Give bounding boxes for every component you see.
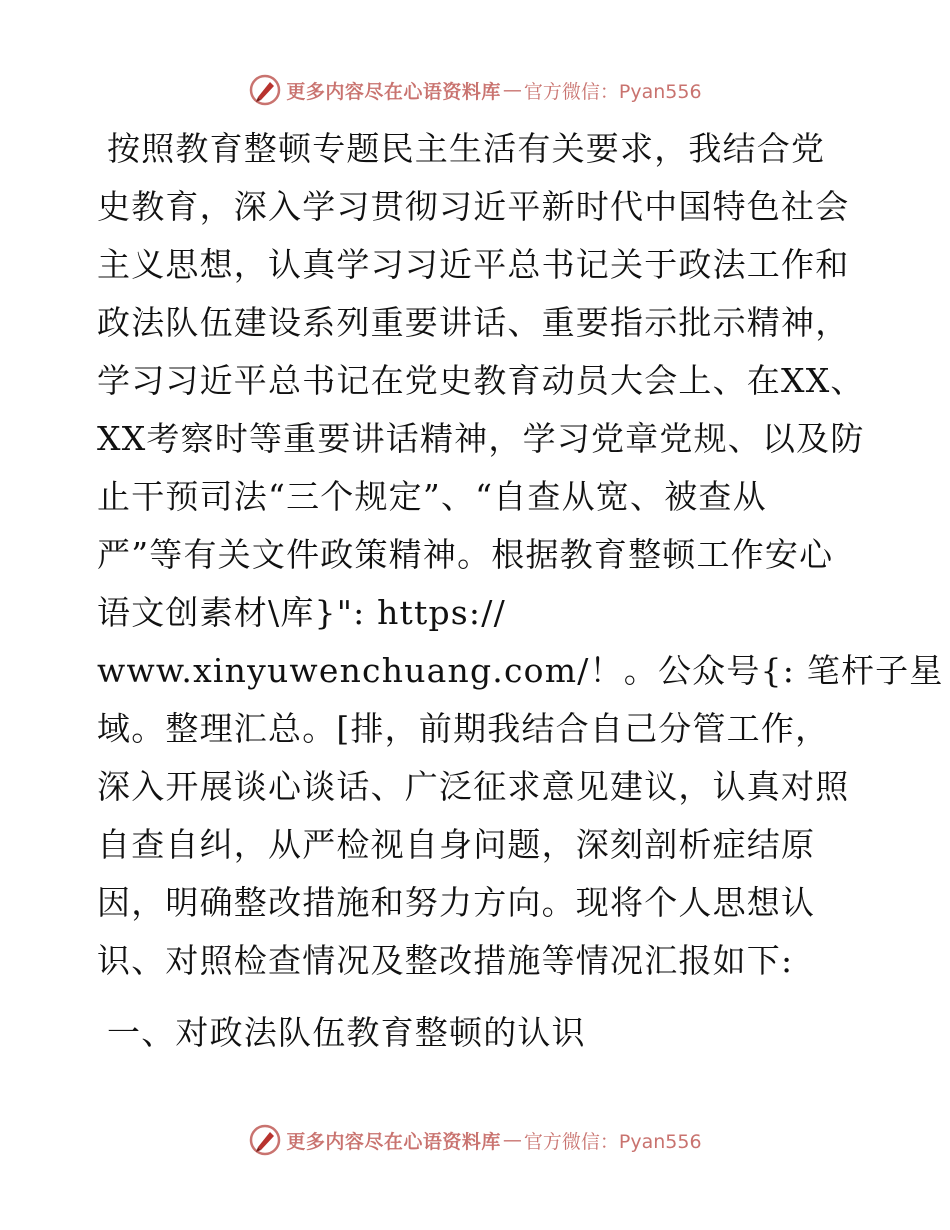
banner-wechat: 官方微信：Pyan556 (523, 80, 702, 103)
body-line: 因，明确整改措施和努力方向。现将个人思想认 (97, 883, 816, 922)
body-line: 深入开展谈心谈话、广泛征求意见建议，认真对照 (97, 767, 850, 806)
body-line: 自查自纠，从严检视自身问题，深刻剖析症结原 (97, 825, 816, 864)
banner-separator: — (502, 1129, 522, 1151)
body-line: 史教育，深入学习贯彻习近平新时代中国特色社会 (97, 187, 850, 226)
body-line: 按照教育整顿专题民主生活有关要求，我结合党 (107, 129, 826, 168)
banner-text: 更多内容尽在心语资料库 (286, 80, 501, 103)
section-heading: 一、对政法队伍教育整顿的认识 (107, 1013, 586, 1052)
header-banner (0, 70, 950, 110)
footer-banner (0, 1120, 950, 1160)
body-line: 学习习近平总书记在党史教育动员大会上、在XX、 (97, 361, 865, 400)
body-line: www.xinyuwenchuang.com/！。公众号{: 笔杆子星 (97, 651, 944, 690)
body-line: 严”等有关文件政策精神。根据教育整顿工作安心 (97, 535, 834, 574)
body-line: 域。整理汇总。[排，前期我结合自己分管工作， (97, 709, 830, 748)
document-body (97, 120, 944, 1062)
banner-text: 更多内容尽在心语资料库 (286, 1130, 501, 1153)
pen-nib-logo-icon (248, 73, 282, 107)
body-line: 止干预司法“三个规定”、“自查从宽、被查从 (97, 477, 767, 516)
banner-separator: — (502, 79, 522, 101)
body-line: 识、对照检查情况及整改措施等情况汇报如下: (97, 941, 794, 980)
pen-nib-logo-icon (248, 1123, 282, 1157)
body-line: 语文创素材\库}": https:// (97, 593, 506, 632)
banner-wechat: 官方微信：Pyan556 (523, 1130, 702, 1153)
body-line: XX考察时等重要讲话精神，学习党章党规、以及防 (97, 419, 865, 458)
body-line: 政法队伍建设系列重要讲话、重要指示批示精神， (97, 303, 850, 342)
body-line: 主义思想，认真学习习近平总书记关于政法工作和 (97, 245, 850, 284)
